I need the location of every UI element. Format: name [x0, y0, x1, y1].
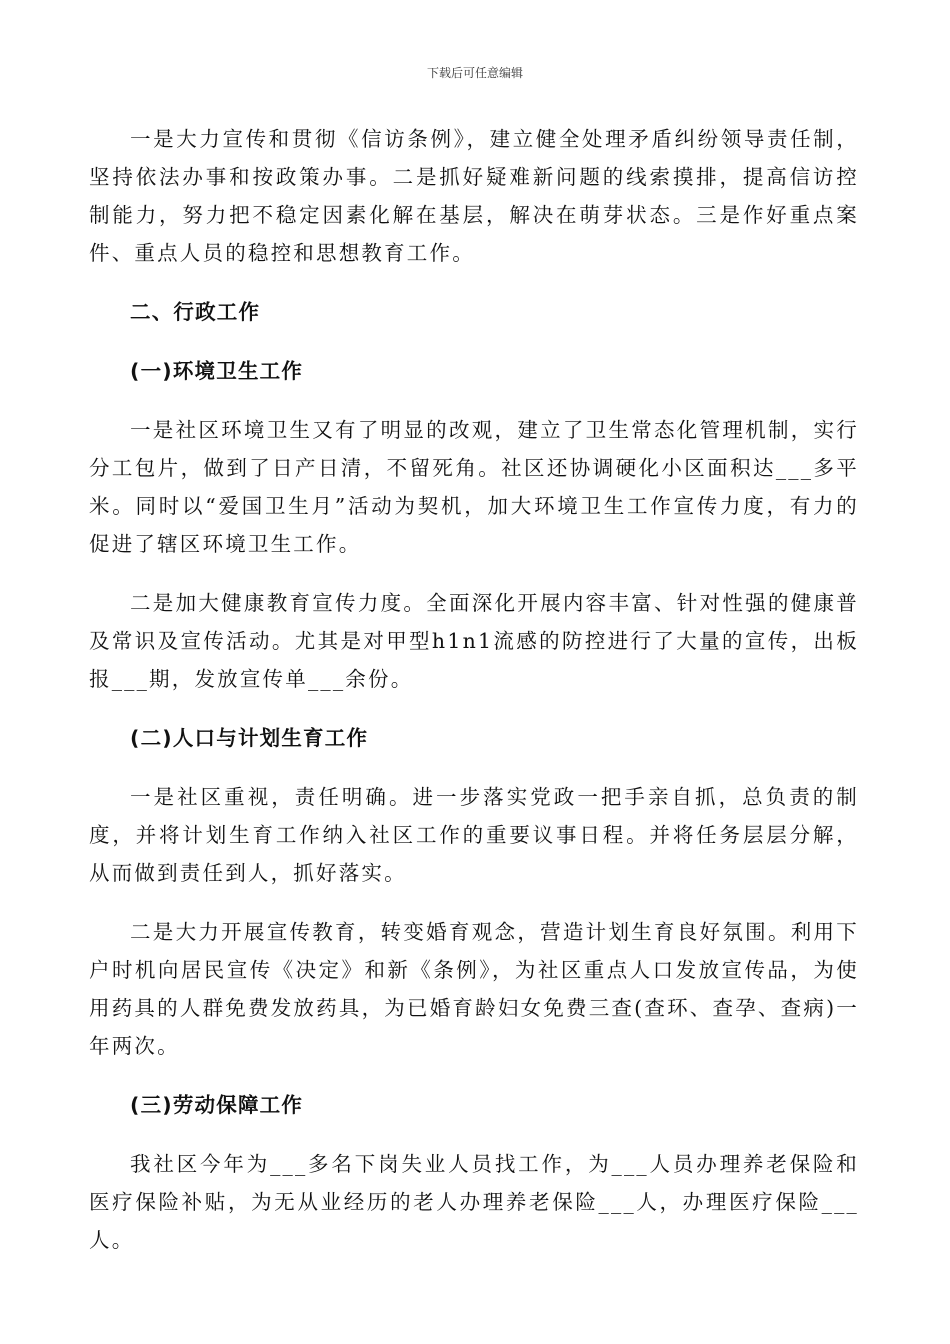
subsection-heading-family-planning: (二)人口与计划生育工作 [130, 726, 369, 750]
document-body [89, 120, 859, 1280]
paragraph-labor-security: 我社区今年为___多名下岗失业人员找工作，为___人员办理养老保险和医疗保险补贴，为无从业经历的老人办理养老保险___人，办理医疗保险___人。 [89, 1152, 859, 1252]
paragraph-sanitation-2: 二是加大健康教育宣传力度。全面深化开展内容丰富、针对性强的健康普及常识及宣传活动。尤其是对甲型h1n1流感的防控进行了大量的宣传，出板报___期，发放宣传单___余份。 [89, 591, 859, 691]
subsection-heading-labor-security: (三)劳动保障工作 [130, 1093, 304, 1117]
subsection-heading-sanitation: (一)环境卫生工作 [130, 359, 304, 383]
section-heading-administrative: 二、行政工作 [130, 300, 261, 324]
page-header: 下载后可任意编辑 [426, 66, 523, 80]
paragraph-family-planning-2: 二是大力开展宣传教育，转变婚育观念，营造计划生育良好氛围。利用下户时机向居民宣传《决定》和新《条例》，为社区重点人口发放宣传品，为使用药具的人群免费发放药具，为已婚育龄妇女免费三查(查环、查孕、查病)一年两次。 [89, 920, 859, 1058]
paragraph-family-planning-1: 一是社区重视，责任明确。进一步落实党政一把手亲自抓，总负责的制度，并将计划生育工作纳入社区工作的重要议事日程。并将任务层层分解，从而做到责任到人，抓好落实。 [89, 785, 859, 885]
paragraph-sanitation-1: 一是社区环境卫生又有了明显的改观，建立了卫生常态化管理机制，实行分工包片，做到了日产日清，不留死角。社区还协调硬化小区面积达___多平米。同时以“爱国卫生月”活动为契机，加大环境卫生工作宣传力度，有力的促进了辖区环境卫生工作。 [89, 418, 859, 556]
paragraph-petition-work: 一是大力宣传和贯彻《信访条例》，建立健全处理矛盾纠纷领导责任制，坚持依法办事和按政策办事。二是抓好疑难新问题的线索摸排，提高信访控制能力，努力把不稳定因素化解在基层，解决在萌芽状态。三是作好重点案件、重点人员的稳控和思想教育工作。 [89, 127, 859, 265]
